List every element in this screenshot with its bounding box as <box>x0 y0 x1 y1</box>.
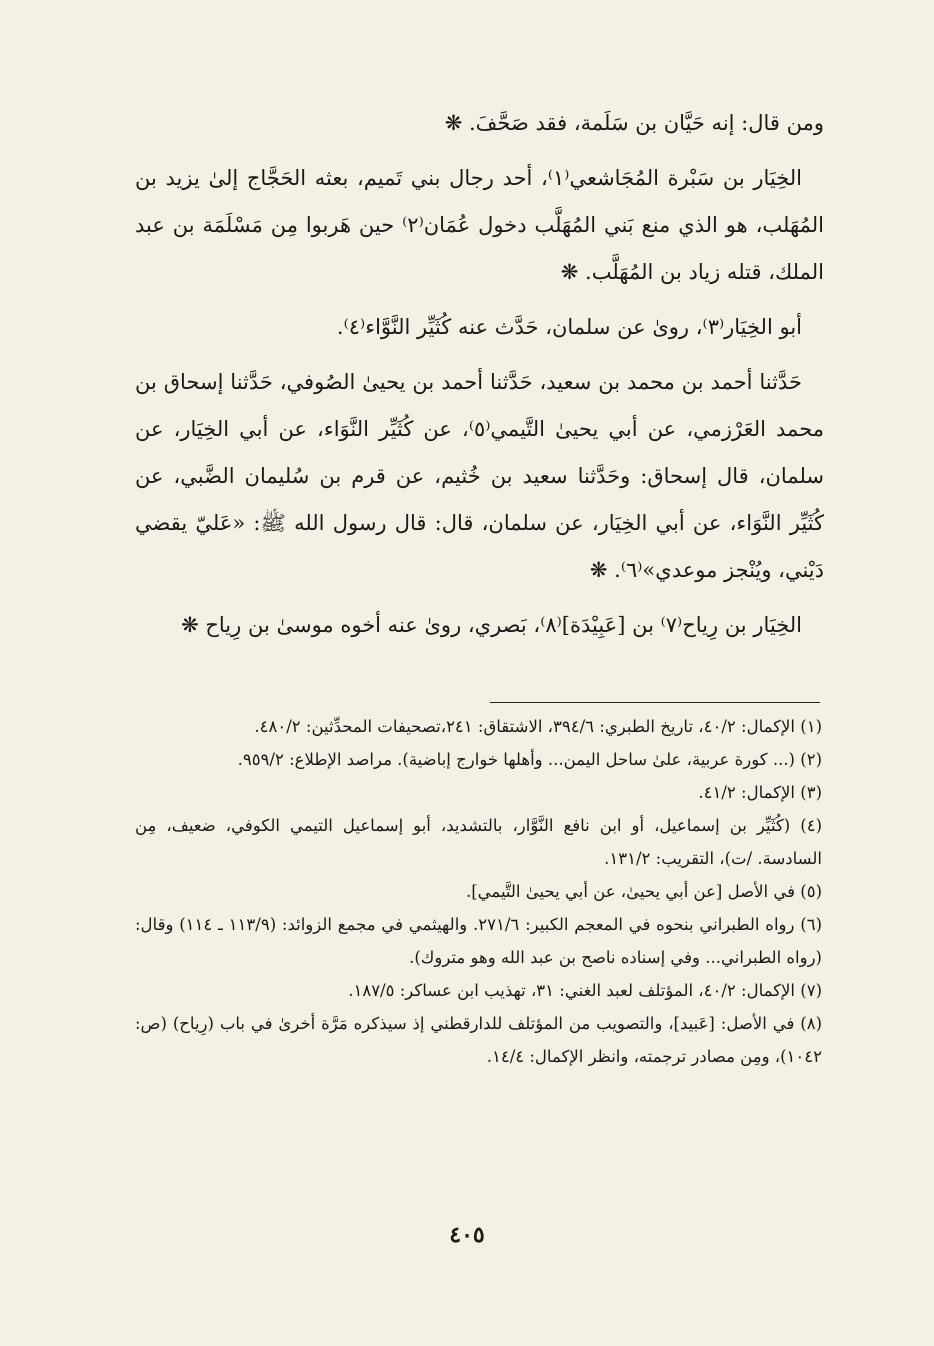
footnote-3: (٣) الإكمال: ٤١/٢. <box>698 783 822 802</box>
paragraph-5: الخِيَار بن رِياح⁽٧⁾ بن [عَبِيْدَة]⁽٨⁾، بَصري، روىٰ عنه أخوه موسىٰ بن رِياح ❋ <box>181 613 802 637</box>
footnote-6: (٦) رواه الطبراني بنحوه في المعجم الكبير: ٢٧١/٦. والهيثمي في مجمع الزوائد: (١١٣/٩ ـ ١١٤) وقال: (رواه الطبراني... وفي إسناده ناصح بن عبد الله وهو متروك). <box>135 915 823 967</box>
footnotes <box>135 710 822 1073</box>
paragraph-3: أبو الخِيَار⁽٣⁾، روىٰ عن سلمان، حَدَّث عنه كُثَيِّر النَّوَّاء⁽٤⁾. <box>336 315 802 339</box>
footnote-5: (٥) في الأصل [عن أبي يحيىٰ، عن أبي يحيىٰ التَّيمي]. <box>465 882 822 901</box>
main-text <box>135 100 824 657</box>
footnote-divider <box>490 702 820 703</box>
footnote-1: (١) الإكمال: ٤٠/٢، تاريخ الطبري: ٣٩٤/٦، الاشتقاق: ٢٤١،تصحيفات المحدِّثين: ٤٨٠/٢. <box>254 717 822 736</box>
footnote-7: (٧) الإكمال: ٤٠/٢، المؤتلف لعبد الغني: ٣١، تهذيب ابن عساكر: ١٨٧/٥. <box>348 981 822 1000</box>
footnote-8: (٨) في الأصل: [عَبيد]، والتصويب من المؤتلف للدارقطني إذ سيذكره مَرَّة أخرىٰ في باب (رِياح) (ص: ١٠٤٢)، ومِن مصادر ترجمته، وانظر الإكمال: ١٤/٤. <box>135 1014 822 1066</box>
paragraph-2: الخِيَار بن سَبْرة المُجَاشعي⁽١⁾، أحد رجال بني تَميم، بعثه الحَجَّاج إلىٰ يزيد بن المُهَلب، هو الذي منع بَني المُهَلَّب دخول عُمَان⁽٢⁾ حين هَربوا مِن مَسْلَمَة بن عبد الملك، قتله زياد بن المُهَلَّب. ❋ <box>135 166 824 284</box>
paragraph-4: حَدَّثنا أحمد بن محمد بن سعيد، حَدَّثنا أحمد بن يحيىٰ الصُوفي، حَدَّثنا إسحاق بن محمد العَرْزمي، عن أبي يحيىٰ التَّيمي⁽٥⁾، عن كُثَيِّر النَّوَاء، عن أبي الخِيَار، عن سلمان، قال إسحاق: وحَدَّثنا سعيد بن خُثيم، عن قرم بن سُليمان الضَّبي، عن كُثَيِّر النَّوَاء، عن أبي الخِيَار، عن سلمان، قال: قال رسول الله ﷺ: «عَليّ يقضي دَيْني، ويُنْجز موعدي»⁽٦⁾. ❋ <box>135 370 825 582</box>
footnote-2: (٢) (... كورة عربية، علىٰ ساحل اليمن... وأهلها خوارج إباضية). مراصد الإطلاع: ٩٥٩/٢. <box>237 750 822 769</box>
footnote-4: (٤) (كُثَيِّر بن إسماعيل، أو ابن نافع النَّوَّار، بالتشديد، أبو إسماعيل التيمي الكوفي، ضعيف، مِن السادسة. /ت)، التقريب: ١٣١/٢. <box>135 816 822 868</box>
paragraph-1: ومن قال: إنه حَيَّان بن سَلَمة، فقد صَحَّفَ. ❋ <box>444 111 824 135</box>
page-number: ٤٠٥ <box>449 1222 485 1248</box>
